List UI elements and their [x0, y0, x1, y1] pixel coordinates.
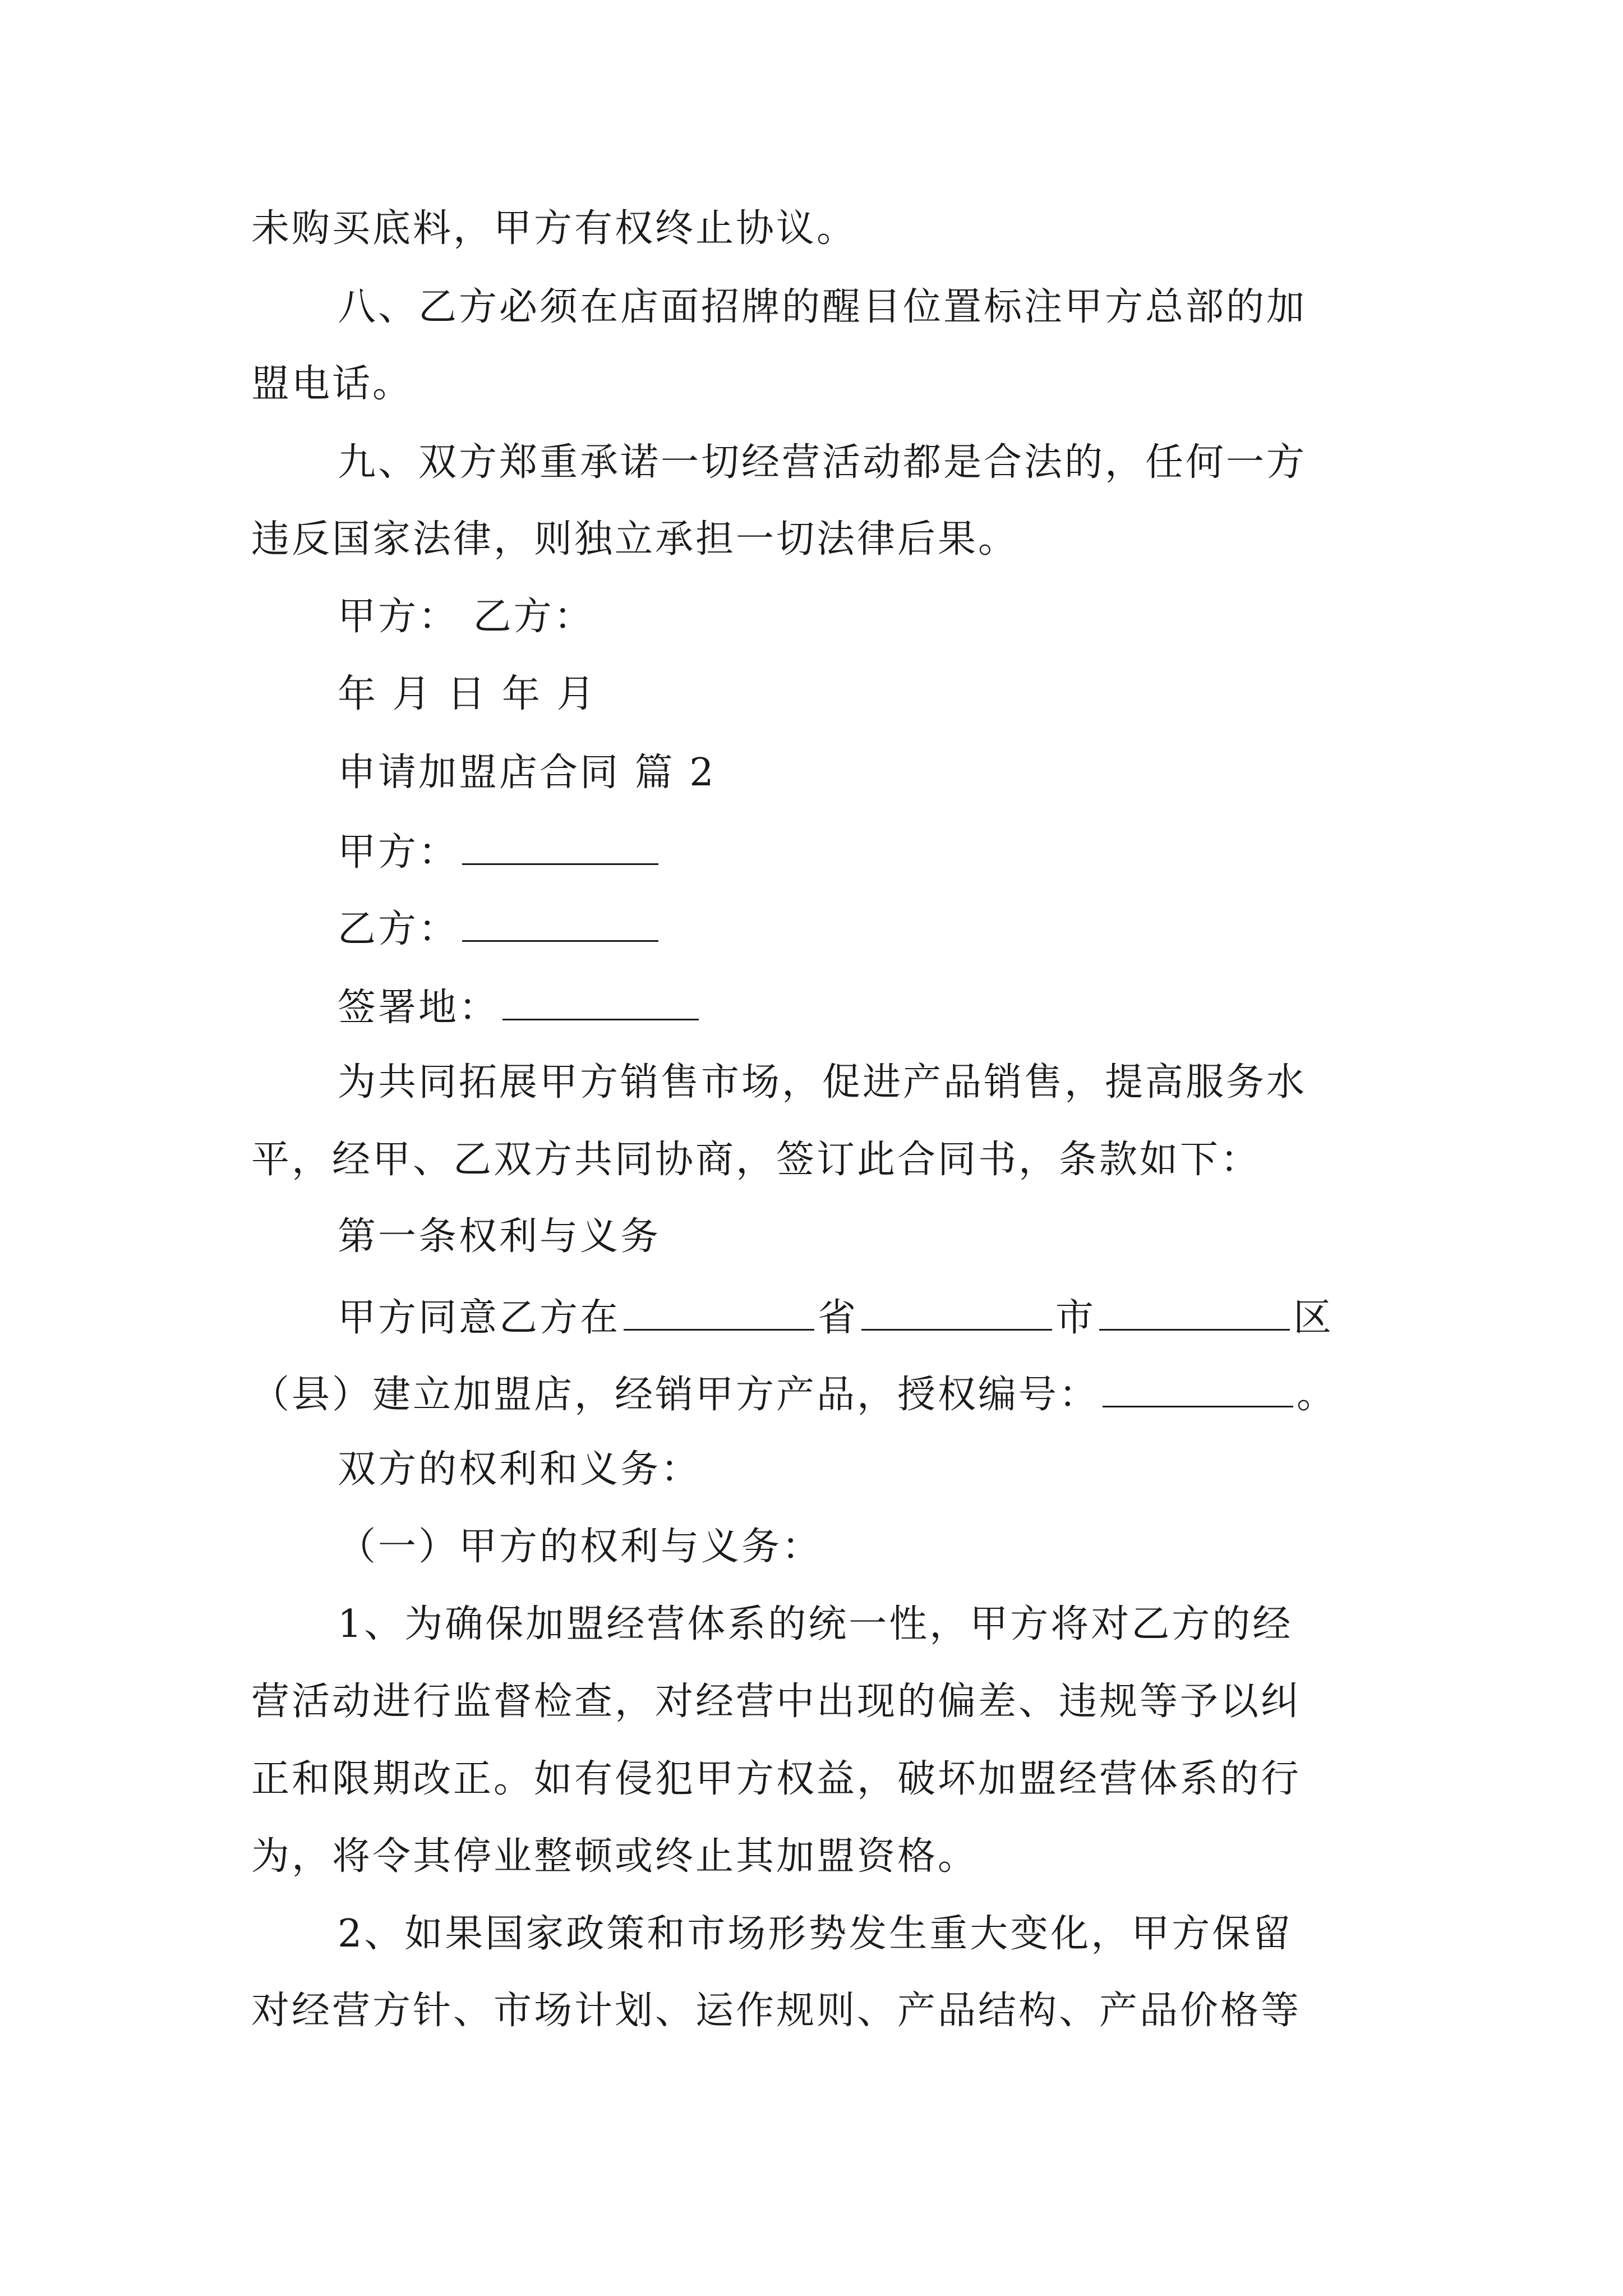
- text: 甲方同意乙方在: [338, 1296, 621, 1340]
- text: 正和限期改正。如有侵犯甲方权益，破坏加盟经营体系的行: [251, 1757, 1302, 1801]
- authorization-line: [251, 1370, 1337, 1415]
- paragraph-line: [251, 206, 857, 251]
- paragraph-line: [251, 1680, 1301, 1724]
- text: 为，将令其停业整顿或终止其加盟资格。: [251, 1834, 979, 1879]
- blank-underline: [861, 1293, 1052, 1331]
- paragraph-line: [251, 1757, 1301, 1802]
- paragraph-line: [338, 1060, 1307, 1105]
- text: 市: [1055, 1296, 1096, 1340]
- paragraph-line: [338, 1602, 1293, 1647]
- text: （一）甲方的权利与义务：: [338, 1525, 823, 1569]
- date-line: [338, 672, 597, 717]
- blank-underline: [462, 904, 658, 942]
- text: 盟电话。: [251, 362, 413, 406]
- paragraph-line: [251, 517, 1018, 562]
- subsection-heading: [338, 1525, 822, 1570]
- text: 违反国家法律，则独立承担一切法律后果。: [251, 517, 1019, 562]
- text: 省: [818, 1296, 859, 1340]
- text: 区: [1293, 1296, 1334, 1340]
- text: 第一条权利与义务: [338, 1214, 661, 1259]
- section-heading: [338, 751, 716, 795]
- text: 营活动进行监督检查，对经营中出现的偏差、违规等予以纠: [251, 1680, 1302, 1724]
- text: 。: [1297, 1373, 1338, 1417]
- paragraph-line: [338, 1912, 1293, 1957]
- paragraph-line: [251, 1138, 1261, 1182]
- text: （县）建立加盟店，经销甲方产品，授权编号：: [251, 1373, 1100, 1417]
- text: 年 月 日 年 月: [338, 672, 597, 716]
- blank-underline: [624, 1293, 814, 1331]
- paragraph-line: [338, 285, 1307, 330]
- party-a-field: [338, 827, 662, 875]
- text: 平，经甲、乙双方共同协商，签订此合同书，条款如下：: [251, 1138, 1261, 1182]
- text: 申请加盟店合同 篇 2: [338, 751, 716, 795]
- paragraph-line: [338, 440, 1307, 485]
- label: 签署地：: [338, 986, 500, 1030]
- text: 甲方： 乙方：: [338, 595, 594, 639]
- label: 甲方：: [338, 830, 459, 875]
- paragraph-line: [251, 362, 413, 407]
- text: 八、乙方必须在店面招牌的醒目位置标注甲方总部的加: [338, 285, 1307, 329]
- location-line: [338, 1293, 1334, 1338]
- blank-underline: [1099, 1293, 1290, 1331]
- text: 对经营方针、市场计划、运作规则、产品结构、产品价格等: [251, 1989, 1302, 2033]
- text: 双方的权利和义务：: [338, 1447, 702, 1492]
- article-heading: [338, 1214, 661, 1259]
- party-b-field: [338, 904, 662, 949]
- text: 未购买底料，甲方有权终止协议。: [251, 206, 857, 251]
- label: 乙方：: [338, 907, 459, 951]
- paragraph-line: [338, 1447, 701, 1492]
- paragraph-line: [251, 1834, 978, 1879]
- text: 为共同拓展甲方销售市场，促进产品销售，提高服务水: [338, 1060, 1307, 1105]
- blank-underline: [502, 983, 699, 1020]
- text: 2、如果国家政策和市场形势发生重大变化，甲方保留: [338, 1912, 1293, 1956]
- blank-underline: [1103, 1370, 1293, 1407]
- signature-parties-line: [338, 595, 594, 639]
- paragraph-line: [251, 1989, 1301, 2033]
- signing-place-field: [338, 983, 702, 1028]
- text: 1、为确保加盟经营体系的统一性，甲方将对乙方的经: [338, 1602, 1293, 1646]
- text: 九、双方郑重承诺一切经营活动都是合法的，任何一方: [338, 440, 1307, 485]
- blank-underline: [462, 827, 658, 865]
